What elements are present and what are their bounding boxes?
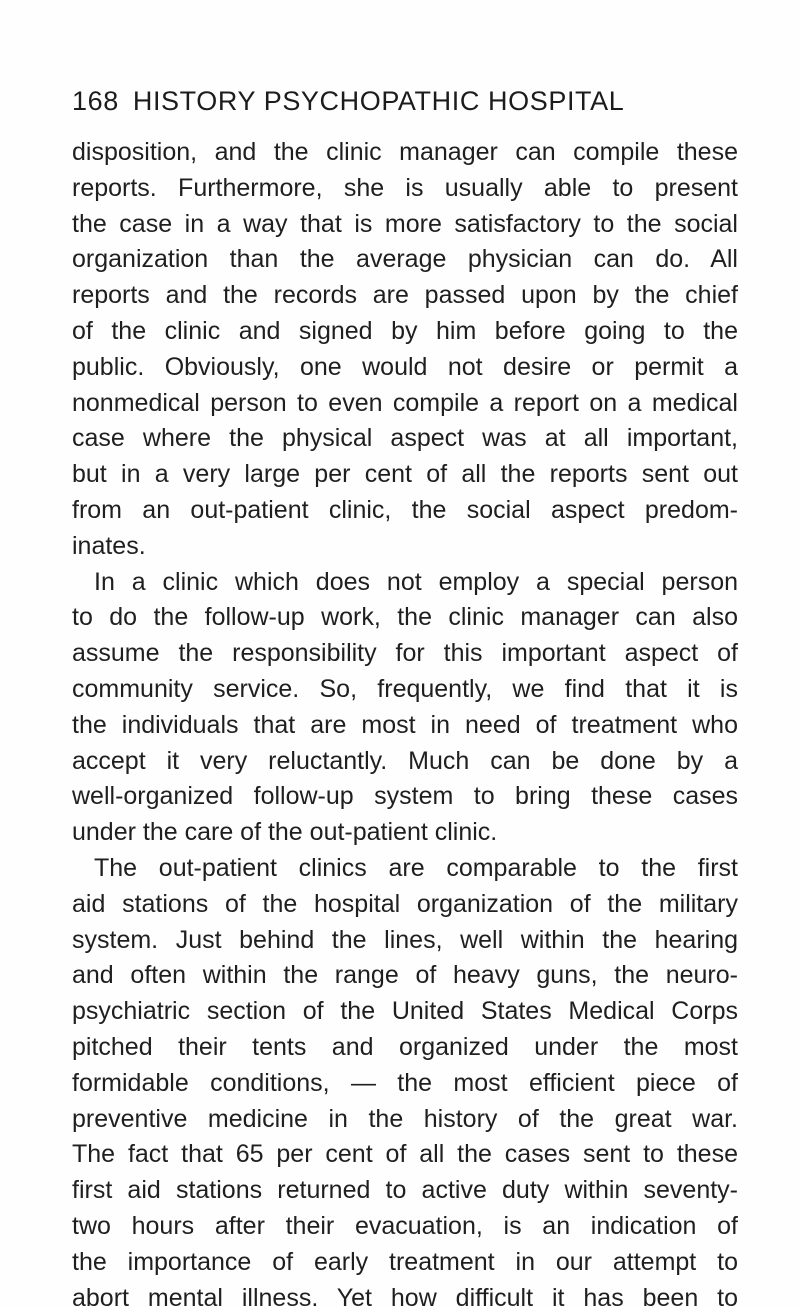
text-line: two hours after their evacuation, is an indication of (72, 1209, 738, 1245)
text-line: inates. (72, 529, 738, 565)
text-line: assume the responsibility for this important aspect of (72, 636, 738, 672)
text-line: formidable conditions, — the most efficient piece of (72, 1066, 738, 1102)
text-line: the individuals that are most in need of treatment who (72, 708, 738, 744)
text-line: community service. So, frequently, we find that it is (72, 672, 738, 708)
text-line: the importance of early treatment in our attempt to (72, 1245, 738, 1281)
text-line: public. Obviously, one would not desire or permit a (72, 350, 738, 386)
body-text (72, 135, 738, 1316)
text-line: under the care of the out-patient clinic. (72, 815, 738, 851)
text-line: of the clinic and signed by him before going to the (72, 314, 738, 350)
text-line: first aid stations returned to active duty within seventy- (72, 1173, 738, 1209)
text-line: but in a very large per cent of all the reports sent out (72, 457, 738, 493)
text-line: system. Just behind the lines, well within the hearing (72, 923, 738, 959)
page-number: 168 (72, 86, 119, 116)
paragraph-first-line: In a clinic which does not employ a special person (72, 565, 738, 601)
text-line: to do the follow-up work, the clinic manager can also (72, 600, 738, 636)
paragraph-first-line: The out-patient clinics are comparable to the first (72, 851, 738, 887)
text-line: The fact that 65 per cent of all the cases sent to these (72, 1137, 738, 1173)
text-line: preventive medicine in the history of the great war. (72, 1102, 738, 1138)
text-line: aid stations of the hospital organization of the military (72, 887, 738, 923)
text-line: from an out-patient clinic, the social aspect predom- (72, 493, 738, 529)
text-line: case where the physical aspect was at all important, (72, 421, 738, 457)
text-line: reports. Furthermore, she is usually able to present (72, 171, 738, 207)
text-line: disposition, and the clinic manager can compile these (72, 135, 738, 171)
text-line: accept it very reluctantly. Much can be done by a (72, 744, 738, 780)
text-line: and often within the range of heavy guns, the neuro- (72, 958, 738, 994)
text-line: nonmedical person to even compile a report on a medical (72, 386, 738, 422)
running-title: HISTORY PSYCHOPATHIC HOSPITAL (133, 86, 625, 116)
text-line: reports and the records are passed upon by the chief (72, 278, 738, 314)
text-line: psychiatric section of the United States Medical Corps (72, 994, 738, 1030)
text-line: abort mental illness. Yet how difficult it has been to (72, 1281, 738, 1316)
text-line: pitched their tents and organized under the most (72, 1030, 738, 1066)
text-line: organization than the average physician can do. All (72, 242, 738, 278)
text-line: the case in a way that is more satisfactory to the social (72, 207, 738, 243)
text-line: well-organized follow-up system to bring these cases (72, 779, 738, 815)
running-header (72, 86, 732, 117)
